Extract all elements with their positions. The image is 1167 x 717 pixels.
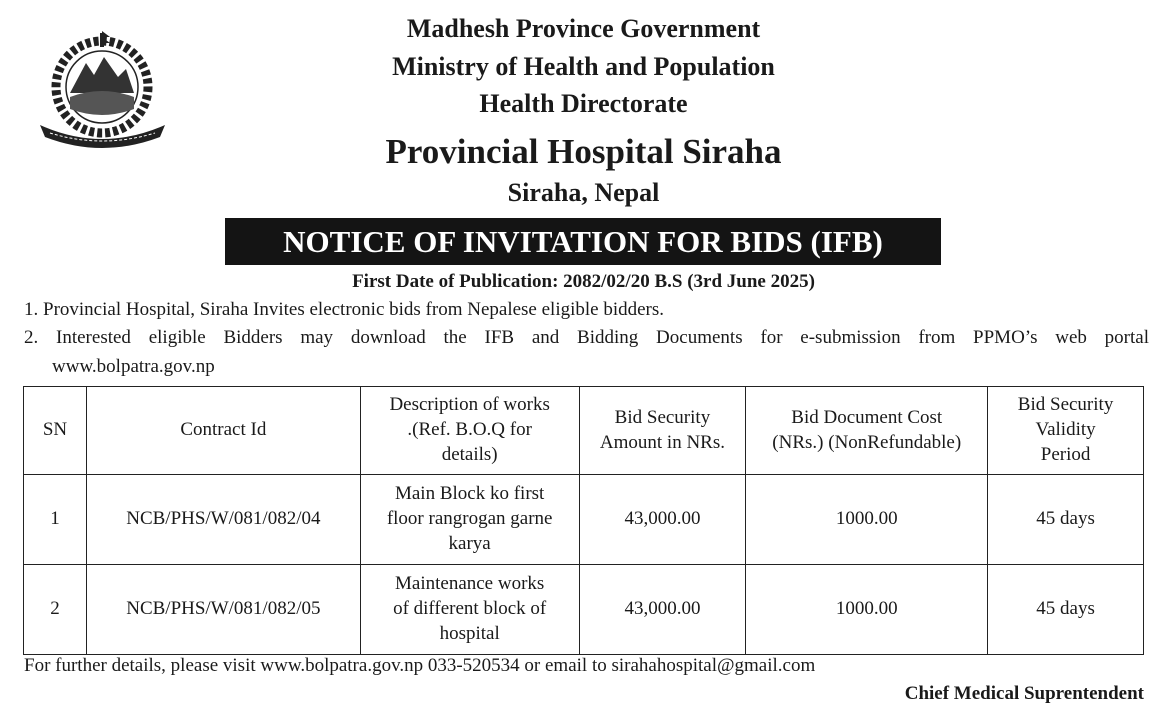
- notice-item-2-url: www.bolpatra.gov.np: [52, 356, 215, 377]
- cell-validity: 45 days: [988, 565, 1144, 655]
- description-line: floor rangrogan garne: [386, 508, 553, 530]
- header-amount-line: Bid Security: [614, 406, 711, 428]
- notice-item-1: 1. Provincial Hospital, Siraha Invites electronic bids from Nepalese eligible bidders.: [24, 299, 665, 320]
- description-line: karya: [448, 532, 491, 554]
- header-description-line: details): [441, 443, 498, 465]
- header-validity-line: Validity: [1035, 419, 1096, 441]
- directorate-title: Health Directorate: [479, 89, 688, 118]
- cell-bid-security-amount: 43,000.00: [579, 475, 746, 565]
- publication-date: First Date of Publication: 2082/02/20 B.S (3rd June 2025): [352, 271, 815, 292]
- header-bid-security-amount: [579, 387, 746, 475]
- header-sn: SN: [24, 387, 87, 475]
- header-doc-line: Bid Document Cost: [791, 406, 943, 428]
- cell-description: [360, 475, 579, 565]
- province-government-title: Madhesh Province Government: [406, 14, 761, 43]
- header-validity-line: Period: [1040, 443, 1091, 465]
- hospital-location: Siraha, Nepal: [507, 178, 660, 207]
- header-amount-line: Amount in NRs.: [599, 431, 725, 453]
- description-line: Maintenance works: [395, 573, 545, 595]
- header-contract-id: Contract Id: [86, 387, 360, 475]
- cell-contract-id: NCB/PHS/W/081/082/05: [86, 565, 360, 655]
- description-line: of different block of: [393, 598, 547, 620]
- contact-details: For further details, please visit www.bolpatra.gov.np 033-520534 or email to sirahahospital@gmail.com: [24, 655, 816, 676]
- cell-sn: 2: [24, 565, 87, 655]
- header-description: [360, 387, 579, 475]
- table-row: [24, 475, 1144, 565]
- cell-document-cost: 1000.00: [746, 565, 988, 655]
- bid-table: [23, 386, 1144, 655]
- ministry-title: Ministry of Health and Population: [392, 52, 775, 81]
- header-description-line: .(Ref. B.O.Q for: [407, 419, 532, 441]
- notice-title-banner: NOTICE OF INVITATION FOR BIDS (IFB): [225, 218, 941, 265]
- description-line: Main Block ko first: [394, 483, 545, 505]
- header-description-line: Description of works: [389, 394, 550, 416]
- cell-sn: 1: [24, 475, 87, 565]
- table-row: [24, 565, 1144, 655]
- notice-item-2: 2. Interested eligible Bidders may download the IFB and Bidding Documents for e-submission from PPMO’s web portal: [24, 327, 1149, 348]
- table-header-row: [24, 387, 1144, 475]
- signatory-title: Chief Medical Suprentendent: [904, 683, 1144, 704]
- header-validity-period: [988, 387, 1144, 475]
- cell-validity: 45 days: [988, 475, 1144, 565]
- cell-contract-id: NCB/PHS/W/081/082/04: [86, 475, 360, 565]
- cell-bid-security-amount: 43,000.00: [579, 565, 746, 655]
- cell-description: [360, 565, 579, 655]
- hospital-title: Provincial Hospital Siraha: [385, 132, 782, 171]
- header-validity-line: Bid Security: [1017, 394, 1114, 416]
- header-document-cost: [746, 387, 988, 475]
- description-line: hospital: [439, 622, 500, 644]
- cell-document-cost: 1000.00: [746, 475, 988, 565]
- header-doc-line: (NRs.) (NonRefundable): [772, 431, 962, 453]
